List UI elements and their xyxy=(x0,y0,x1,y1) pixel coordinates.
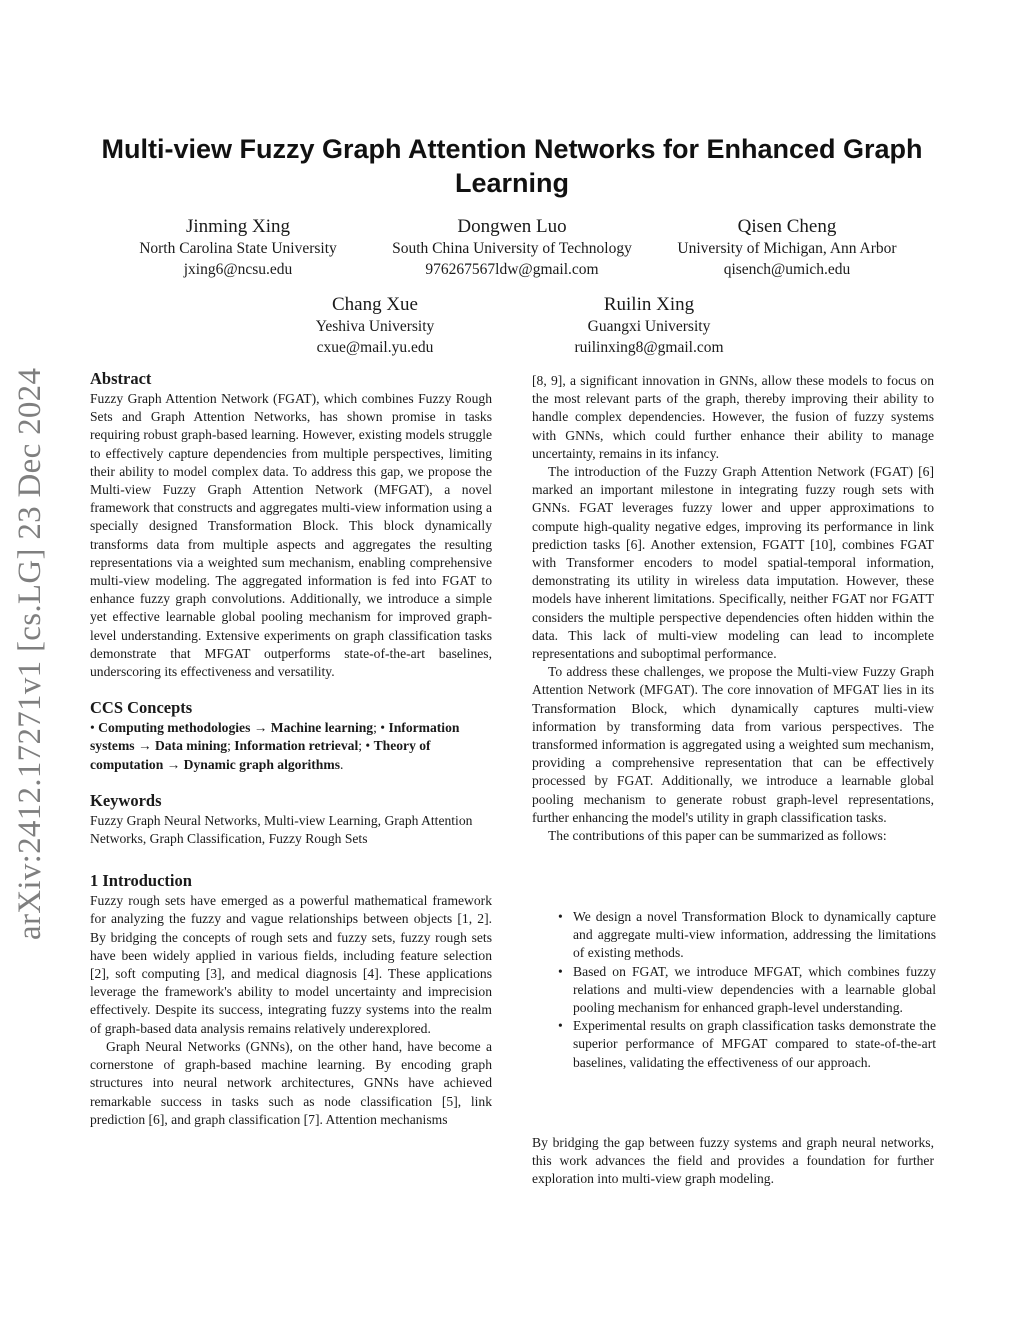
author-email: qisench@umich.edu xyxy=(723,260,851,278)
author-block xyxy=(362,215,662,280)
ccs-bullet: • xyxy=(90,720,99,736)
intro-paragraph: Graph Neural Networks (GNNs), on the other hand, have become a cornerstone of graph-based machine learning. By encoding graph structures into neural network architectures, GNNs have achieved remarkable success in tasks such as node classification [5], link prediction [6], and graph classification [7]. Attention mechanisms xyxy=(90,1038,492,1127)
ccs-separator: ; xyxy=(373,720,381,736)
author-block xyxy=(88,215,388,280)
closing-paragraph-block xyxy=(532,1134,934,1189)
ccs-separator: ; xyxy=(227,738,235,754)
author-name: Qisen Cheng xyxy=(737,216,837,237)
author-affiliation: Yeshiva University xyxy=(315,318,435,335)
ccs-bullet: • xyxy=(380,720,389,736)
ccs-concept: Computing methodologies → Machine learning xyxy=(98,720,374,736)
ccs-concept: Information systems → Data mining xyxy=(90,720,460,754)
author-name: Ruilin Xing xyxy=(603,294,695,315)
paper-title: Multi-view Fuzzy Graph Attention Networks for Enhanced Graph Learning xyxy=(101,134,923,198)
left-column xyxy=(90,368,492,1129)
intro-paragraph: By bridging the gap between fuzzy systems and graph neural networks, this work advances the field and provides a foundation for further exploration into multi-view graph modeling. xyxy=(532,1135,934,1187)
author-email: 976267567ldw@gmail.com xyxy=(425,260,599,278)
introduction-heading: 1 Introduction xyxy=(90,871,192,891)
ccs-bullet: • xyxy=(365,738,374,754)
author-affiliation: Guangxi University xyxy=(587,318,711,335)
intro-paragraph: The introduction of the Fuzzy Graph Attention Network (FGAT) [6] marked an important milestone in integrating fuzzy rough sets with GNNs. FGAT leverages fuzzy lower and upper approximations to compute high-quality negative edges, improving its performance in link prediction tasks [6]. Another extension, FGATT [10], combines FGAT with Transformer encoders to model spatial-temporal information, demonstrating its utility in wireless data imputation. However, these models have inherent limitations. Specifically, neither FGAT nor FGATT considers the multiple perspective dependencies often hidden within the data. This lack of multi-view modeling can lead to incomplete representations and suboptimal performance. xyxy=(532,464,934,662)
intro-paragraph: The contributions of this paper can be summarized as follows: xyxy=(548,828,887,844)
intro-paragraph: To address these challenges, we propose the Multi-view Fuzzy Graph Attention Network (MFGAT). The core innovation of MFGAT lies in its Transformation Block, which dynamically captures multi-view information by transforming data from various perspectives. The transformed information is aggregated using a weighted sum mechanism, providing a comprehensive representation that can be effectively processed by FGAT. Additionally, we introduce a learnable global pooling mechanism to generate robust graph-level representations, further enhancing the model's utility in graph classification tasks. xyxy=(532,664,934,825)
author-affiliation: North Carolina State University xyxy=(139,240,337,257)
author-email: cxue@mail.yu.edu xyxy=(316,338,434,356)
arxiv-identifier: arXiv:2412.17271v1 [cs.LG] 23 Dec 2024 xyxy=(12,367,48,940)
right-column xyxy=(532,372,934,845)
abstract-text: Fuzzy Graph Attention Network (FGAT), which combines Fuzzy Rough Sets and Graph Attention Networks, has shown promise in tasks requiring robust graph-based learning. However, existing models struggle to effectively capture dependencies from multiple perspectives, limiting their ability to model complex data. To address this gap, we propose the Multi-view Fuzzy Graph Attention Network (MFGAT), a novel framework that constructs and aggregates multi-view information using a specially designed Transformation Block. This block dynamically transforms data from multiple aspects and aggregates the resulting representations via a weighted sum mechanism, enabling comprehensive multi-view modeling. The aggregated information is fed into FGAT to enhance fuzzy graph convolutions. Additionally, we introduce a simple yet effective learnable global pooling mechanism for improved graph-level understanding. Extensive experiments on graph classification tasks demonstrate that MFGAT outperforms state-of-the-art baselines, underscoring its effectiveness and versatility. xyxy=(90,391,492,680)
author-affiliation: South China University of Technology xyxy=(392,240,632,257)
author-name: Chang Xue xyxy=(331,294,418,315)
ccs-concept: Theory of computation → Dynamic graph algorithms xyxy=(90,738,431,772)
ccs-concept: Information retrieval xyxy=(234,738,359,754)
intro-paragraph: Fuzzy rough sets have emerged as a powerful mathematical framework for analyzing the fuzzy and vague relationships between objects [1, 2]. By bridging the concepts of rough sets and fuzzy sets, fuzzy rough sets have been widely applied in various fields, including feature selection [2], soft computing [3], and medical diagnosis [4]. These applications leverage the framework's ability to model uncertainty and imprecision effectively. Despite its success, integrating fuzzy systems into the realm of graph-based data analysis remains relatively underexplored. xyxy=(90,893,492,1036)
abstract-heading: Abstract xyxy=(90,369,152,388)
author-affiliation: University of Michigan, Ann Arbor xyxy=(677,240,897,257)
list-item: • Based on FGAT, we introduce MFGAT, which combines fuzzy relations and multi-view dependencies with a learnable global pooling mechanism for enhanced graph-level understanding. xyxy=(558,963,936,1018)
author-block xyxy=(637,215,937,280)
list-item: • Experimental results on graph classification tasks demonstrate the superior performance of MFGAT compared to state-of-the-art baselines, validating the effectiveness of our approach. xyxy=(558,1017,936,1072)
contributions-list xyxy=(558,908,936,1072)
list-item: • We design a novel Transformation Block to dynamically capture and aggregate multi-view information, addressing the limitations of existing methods. xyxy=(558,908,936,963)
ccs-separator: . xyxy=(339,756,344,772)
author-email: ruilinxing8@gmail.com xyxy=(574,338,724,356)
author-email: jxing6@ncsu.edu xyxy=(183,260,293,278)
ccs-heading: CCS Concepts xyxy=(90,698,193,718)
author-name: Jinming Xing xyxy=(186,216,290,237)
keywords-heading: Keywords xyxy=(90,790,162,810)
keywords-text: Fuzzy Graph Neural Networks, Multi-view Learning, Graph Attention Networks, Graph Classification, Fuzzy Rough Sets xyxy=(90,812,473,847)
author-block xyxy=(499,293,799,358)
ccs-separator: ; xyxy=(358,738,366,754)
author-block xyxy=(225,293,525,358)
author-name: Dongwen Luo xyxy=(457,216,567,237)
intro-paragraph: [8, 9], a significant innovation in GNNs, allow these models to focus on the most relevant parts of the graph, thereby improving their ability to handle complex dependencies. However, the fusion of fuzzy systems with GNNs, which could further enhance their ability to manage uncertainty, remains in its infancy. xyxy=(532,373,934,461)
ccs-concepts xyxy=(90,719,492,774)
